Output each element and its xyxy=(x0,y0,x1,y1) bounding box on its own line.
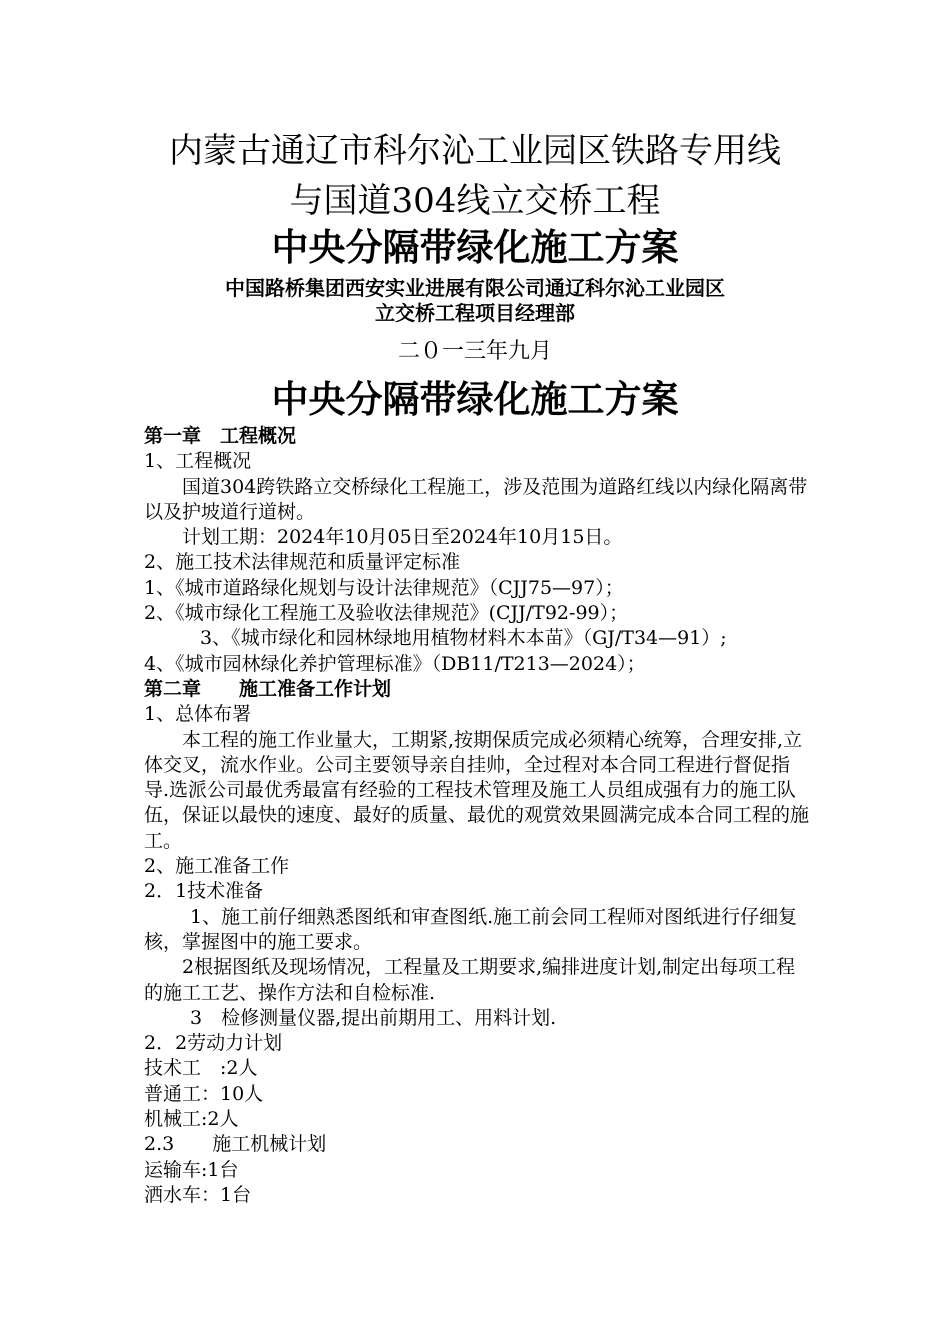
title-line-3: 中央分隔带绿化施工方案 xyxy=(271,226,679,269)
chapter-2-section-1-heading: 1、总体布署 xyxy=(144,703,252,726)
chapter-1-heading: 第一章 工程概况 xyxy=(144,425,297,447)
main-title: 中央分隔带绿化施工方案 xyxy=(271,378,679,421)
machinery-item: 洒水车：1台 xyxy=(144,1183,252,1206)
chapter-2-section-1-paragraph: 本工程的施工作业量大，工期紧,按期保质完成必须精心统筹，合理安排,立体交叉，流水作业。公司主要领导亲自挂帅，全过程对本合同工程进行督促指导.选派公司最优秀最富有经验的工程技术管理及施工人员组成强有力的施工队伍，保证以最快的速度、最好的质量、最优的观赏效果圆满完成本合同工程的施工。 xyxy=(144,728,810,852)
document-body xyxy=(144,424,814,1208)
machinery-item: 运输车:1台 xyxy=(144,1158,239,1181)
subsection-2-1-paragraph-3: 3 检修测量仪器,提出前期用工、用料计划. xyxy=(190,1006,557,1029)
section-1-paragraph-1: 国道304跨铁路立交桥绿化工程施工，涉及范围为道路红线以内绿化隔离带以及护坡道行道树。 xyxy=(144,475,808,523)
chapter-2-section-2-heading: 2、施工准备工作 xyxy=(144,855,290,878)
title-line-2: 与国道304线立交桥工程 xyxy=(289,181,661,221)
labor-item: 机械工:2人 xyxy=(144,1108,239,1131)
subsection-2-1-paragraph-1: 1、施工前仔细熟悉图纸和审查图纸.施工前会同工程师对图纸进行仔细复核，掌握图中的施工要求。 xyxy=(144,905,798,953)
chapter-2-heading: 第二章 施工准备工作计划 xyxy=(144,677,392,700)
reference-1: 1、《城市道路绿化规划与设计法律规范》（CJJ75—97）； xyxy=(144,576,624,599)
subsection-2-2-heading: 2．2劳动力计划 xyxy=(144,1032,283,1055)
title-line-1: 内蒙古通辽市科尔沁工业园区铁路专用线 xyxy=(169,131,781,171)
labor-item: 普通工：10人 xyxy=(144,1082,264,1105)
reference-2: 2、《城市绿化工程施工及验收法律规范》(CJJ/T92-99）； xyxy=(144,602,629,625)
subsection-2-3-heading: 2.3 施工机械计划 xyxy=(144,1133,327,1156)
section-1-paragraph-2: 计划工期：2024年10月05日至2024年10月15日。 xyxy=(182,526,623,549)
document-date: 二０一三年九月 xyxy=(397,339,552,364)
section-1-heading: 1、工程概况 xyxy=(144,450,252,473)
reference-3: 3、《城市绿化和园林绿地用植物材料木本苗》（GJ/T34—91）; xyxy=(200,627,727,650)
section-2-heading: 2、施工技术法律规范和质量评定标准 xyxy=(144,551,461,574)
organization-line-2: 立交桥工程项目经理部 xyxy=(375,301,575,325)
reference-4: 4、《城市园林绿化养护管理标准》（DB11/T213—2024）； xyxy=(144,652,646,675)
labor-item: 技术工 :2人 xyxy=(144,1057,258,1080)
subsection-2-1-paragraph-2: 2根据图纸及现场情况，工程量及工期要求,编排进度计划,制定出每项工程的施工工艺、操作方法和自检标准. xyxy=(144,956,796,1004)
subsection-2-1-heading: 2．1技术准备 xyxy=(144,880,264,903)
organization-line-1: 中国路桥集团西安实业进展有限公司通辽科尔沁工业园区 xyxy=(225,276,725,300)
